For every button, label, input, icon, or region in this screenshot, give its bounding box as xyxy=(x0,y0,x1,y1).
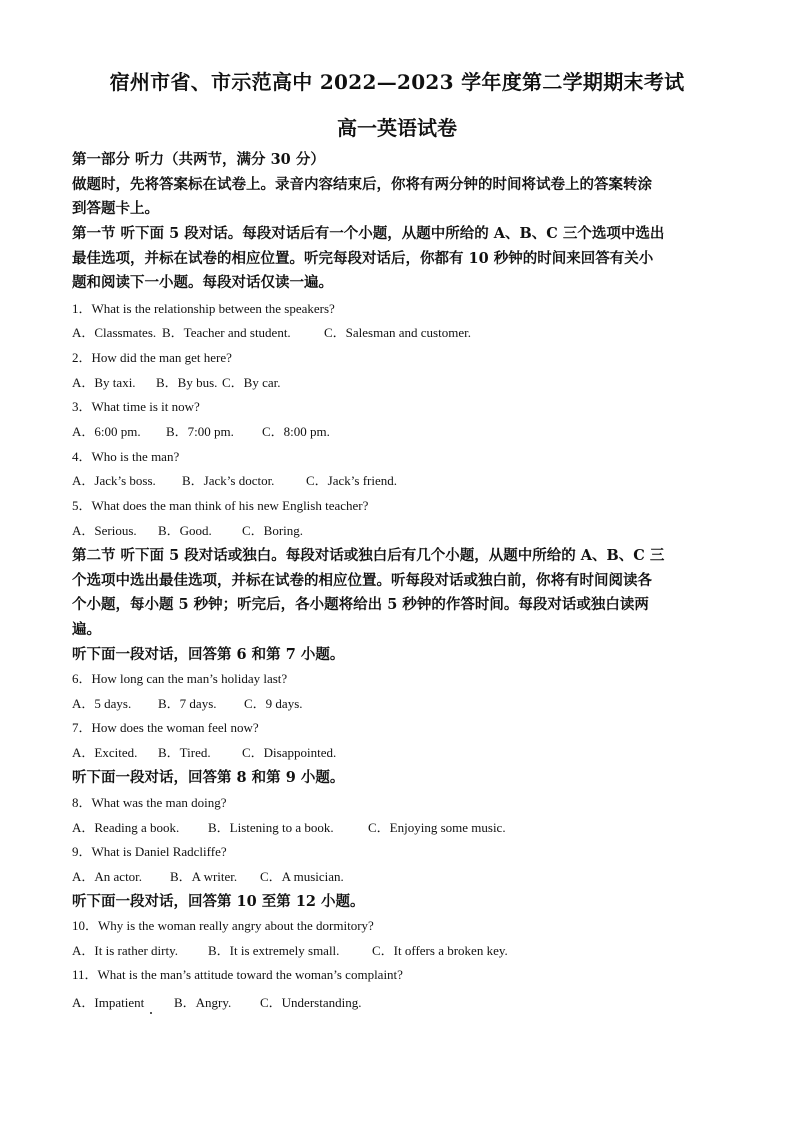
question-stem: 1．What is the relationship between the speakers? xyxy=(72,301,335,316)
option-b: B．7:00 pm. xyxy=(166,424,234,439)
question-options xyxy=(72,372,281,391)
question-options xyxy=(72,742,336,761)
option-b: B．Teacher and student. xyxy=(162,325,291,340)
section1-instruction: 最佳选项，并标在试卷的相应位置。听完每段对话后，你都有 10 秒钟的时间来回答有关小 xyxy=(72,250,654,267)
exam-subtitle: 高一英语试卷 xyxy=(337,116,457,140)
option-b: B．It is extremely small. xyxy=(208,943,340,958)
section1-instruction: 题和阅读下一小题。每段对话仅读一遍。 xyxy=(72,274,333,291)
option-c: C．Enjoying some music. xyxy=(368,820,506,835)
question-stem: 2．How did the man get here? xyxy=(72,350,232,365)
option-b: B．Listening to a book. xyxy=(208,820,334,835)
option-a: A．5 days. xyxy=(72,696,132,711)
option-a: A．Impatient xyxy=(72,995,145,1010)
question-options xyxy=(72,940,508,959)
option-c: C．By car. xyxy=(222,375,281,390)
question-stem: 5．What does the man think of his new English teacher? xyxy=(72,498,369,513)
option-b: B．Good. xyxy=(158,523,212,538)
option-c: C．8:00 pm. xyxy=(262,424,330,439)
option-b: B．Jack’s doctor. xyxy=(182,473,275,488)
option-a: A．It is rather dirty. xyxy=(72,943,179,958)
group-instruction: 听下面一段对话，回答第 6 和第 7 小题。 xyxy=(72,646,345,663)
option-b: B．Angry. xyxy=(174,995,232,1010)
option-b: B．A writer. xyxy=(170,869,238,884)
question-stem: 11．What is the man’s attitude toward the woman’s complaint? xyxy=(72,967,403,982)
option-c: C．A musician. xyxy=(260,869,344,884)
part1-heading: 第一部分 听力（共两节，满分 30 分） xyxy=(72,151,325,168)
question-options xyxy=(72,421,330,440)
exam-title: 宿州市省、市示范高中 2022—2023 学年度第二学期期末考试 xyxy=(109,70,685,94)
question-options xyxy=(72,817,506,836)
option-a: A．Jack’s boss. xyxy=(72,473,156,488)
option-c: C．Jack’s friend. xyxy=(306,473,397,488)
question-stem: 6．How long can the man’s holiday last? xyxy=(72,671,288,686)
section1-instruction: 第一节 听下面 5 段对话。每段对话后有一个小题，从题中所给的 A、B、C 三个选项中选出 xyxy=(72,225,665,242)
part1-intro-line: 到答题卡上。 xyxy=(72,200,159,217)
question-options xyxy=(72,470,397,489)
option-c: C．Boring. xyxy=(242,523,304,538)
option-b: B．Tired. xyxy=(158,745,211,760)
option-b: B．By bus. xyxy=(156,375,218,390)
option-a: A．Reading a book. xyxy=(72,820,180,835)
question-options xyxy=(72,693,303,712)
question-options xyxy=(72,520,303,539)
group-instruction: 听下面一段对话，回答第 10 至第 12 小题。 xyxy=(72,893,365,910)
option-c: C．Understanding. xyxy=(260,995,362,1010)
option-c: C．It offers a broken key. xyxy=(372,943,508,958)
scan-speck xyxy=(150,1012,152,1014)
option-a: A．Excited. xyxy=(72,745,138,760)
question-options xyxy=(72,992,361,1011)
option-c: C．9 days. xyxy=(244,696,303,711)
question-stem: 4．Who is the man? xyxy=(72,449,180,464)
group-instruction: 听下面一段对话，回答第 8 和第 9 小题。 xyxy=(72,769,345,786)
option-a: A．By taxi. xyxy=(72,375,136,390)
question-options xyxy=(72,322,471,341)
option-a: A．Classmates. xyxy=(72,325,157,340)
part1-intro-line: 做题时，先将答案标在试卷上。录音内容结束后，你将有两分钟的时间将试卷上的答案转涂 xyxy=(72,176,652,193)
question-stem: 7．How does the woman feel now? xyxy=(72,720,259,735)
option-a: A．Serious. xyxy=(72,523,137,538)
section2-instruction: 遍。 xyxy=(72,621,101,638)
option-a: A．6:00 pm. xyxy=(72,424,141,439)
section2-instruction: 个选项中选出最佳选项，并标在试卷的相应位置。听每段对话或独白前，你将有时间阅读各 xyxy=(72,572,652,589)
question-options xyxy=(72,866,344,885)
option-c: C．Salesman and customer. xyxy=(324,325,471,340)
option-a: A．An actor. xyxy=(72,869,143,884)
question-stem: 9．What is Daniel Radcliffe? xyxy=(72,844,227,859)
option-c: C．Disappointed. xyxy=(242,745,337,760)
question-stem: 3．What time is it now? xyxy=(72,399,200,414)
question-stem: 10．Why is the woman really angry about the dormitory? xyxy=(72,918,374,933)
question-stem: 8．What was the man doing? xyxy=(72,795,227,810)
section2-instruction: 个小题，每小题 5 秒钟；听完后，各小题将给出 5 秒钟的作答时间。每段对话或独白读两 xyxy=(72,596,649,613)
section2-instruction: 第二节 听下面 5 段对话或独白。每段对话或独白后有几个小题，从题中所给的 A、B、C 三 xyxy=(72,547,665,564)
option-b: B．7 days. xyxy=(158,696,217,711)
